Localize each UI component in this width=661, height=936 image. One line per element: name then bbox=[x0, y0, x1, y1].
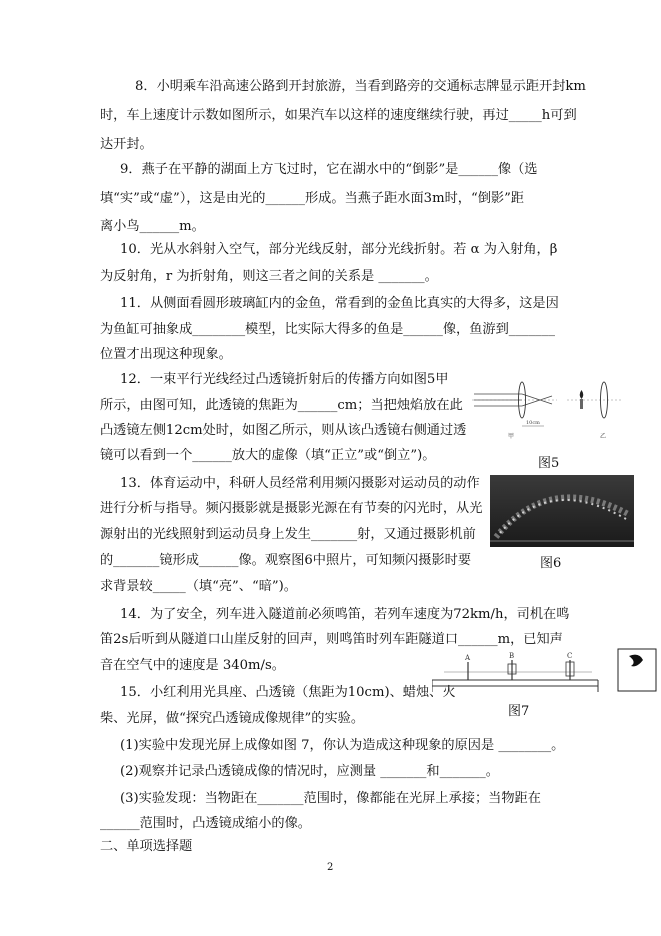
section-heading-single-choice: 二、单项选择题 bbox=[100, 839, 193, 854]
q10-line2: 为反射角，r 为折射角，则这三者之间的关系是 _______。 bbox=[100, 269, 438, 284]
q8-line3: 达开封。 bbox=[100, 137, 153, 152]
q15-line2: 柴、光屏，做“探究凸透镜成像规律”的实验。 bbox=[100, 711, 365, 726]
q10-line1: 10．光从水斜射入空气，部分光线反射，部分光线折射。若 α 为入射角，β bbox=[120, 242, 558, 257]
figure-5-lens-diagram bbox=[472, 372, 622, 444]
page-number: 2 bbox=[327, 862, 334, 873]
q11-line1: 11．从侧面看圆形玻璃缸内的金鱼，常看到的金鱼比真实的大得多，这是因 bbox=[120, 296, 559, 311]
q14-line1: 14．为了安全，列车进入隧道前必须鸣笛，若列车速度为72km/h，司机在鸣 bbox=[120, 607, 570, 622]
q14-line3: 音在空气中的速度是 340m/s。 bbox=[100, 658, 285, 673]
figure-6-strobe-photo bbox=[490, 475, 634, 547]
q15-sub1: (1)实验中发现光屏上成像如图 7，你认为造成这种现象的原因是 ________。 bbox=[120, 738, 565, 753]
q12-line2: 所示，由图可知，此透镜的焦距为______cm；当把烛焰放在此 bbox=[100, 398, 463, 413]
q13-line2: 进行分析与指导。频闪摄影就是摄影光源在有节奏的闪光时，从光 bbox=[100, 501, 483, 516]
fig7-label-b: B bbox=[509, 652, 515, 660]
q15-sub2: (2)观察并记录凸透镜成像的情况时，应测量 _______和_______。 bbox=[120, 764, 499, 779]
q15-sub3b: ______范围时，凸透镜成缩小的像。 bbox=[100, 816, 311, 831]
fig7-label-c: C bbox=[567, 652, 573, 660]
q12-line4: 镜可以看到一个______放大的虚像（填“正立”或“倒立”)。 bbox=[100, 448, 436, 463]
q13-line1: 13．体育运动中，科研人员经常利用频闪摄影对运动员的动作 bbox=[120, 476, 480, 491]
fig5-label-jia: 甲 bbox=[508, 433, 515, 440]
q12-line3: 凸透镜左侧12cm处时，如图乙所示，则从该凸透镜右侧通过透 bbox=[100, 423, 467, 438]
fig6-caption: 图6 bbox=[540, 556, 562, 571]
q12-line1: 12．一束平行光线经过凸透镜折射后的传播方向如图5甲 bbox=[120, 372, 449, 387]
q9-line3: 离小鸟______m。 bbox=[100, 219, 205, 234]
q13-line4: 的_______镜形成______像。观察图6中照片，可知频闪摄影时要 bbox=[100, 553, 472, 568]
q15-line1: 15．小红利用光具座、凸透镜（焦距为10cm)、蜡烛、火 bbox=[120, 685, 456, 700]
fig7-label-a: A bbox=[465, 654, 471, 662]
fig5-caption: 图5 bbox=[538, 456, 560, 471]
fig5-dimension: 10cm bbox=[526, 420, 540, 426]
q8-line2: 时，车上速度计示数如图所示，如果汽车以这样的速度继续行驶，再过_____h可到 bbox=[100, 108, 577, 123]
q13-line3: 源射出的光线照射到运动员身上发生_______射，又通过摄影机前 bbox=[100, 527, 476, 542]
q15-sub3a: (3)实验发现：当物距在_______范围时，像都能在光屏上承接；当物距在 bbox=[120, 791, 541, 806]
q13-line5: 求背景较_____（填“亮”、“暗”)。 bbox=[100, 579, 297, 594]
q8-line1: 8．小明乘车沿高速公路到开封旅游，当看到路旁的交通标志牌显示距开封km bbox=[135, 79, 586, 94]
figure-7-screen-image bbox=[617, 648, 657, 692]
q9-line1: 9．燕子在平静的湖面上方飞过时，它在湖水中的“倒影”是______像（选 bbox=[120, 162, 538, 177]
q9-line2: 填“实”或“虚”），这是由光的______形成。当燕子距水面3m时，“倒影”距 bbox=[100, 191, 524, 206]
q11-line3: 位置才出现这种现象。 bbox=[100, 347, 232, 362]
q14-line2: 笛2s后听到从隧道口山崖反射的回声，则鸣笛时列车距隧道口______m，已知声 bbox=[100, 632, 563, 647]
figure-7-optical-bench bbox=[432, 652, 600, 696]
q11-line2: 为鱼缸可抽象成________模型，比实际大得多的鱼是______像，鱼游到_______ bbox=[100, 322, 555, 337]
fig5-label-yi: 乙 bbox=[600, 433, 607, 440]
fig7-caption: 图7 bbox=[508, 704, 530, 719]
